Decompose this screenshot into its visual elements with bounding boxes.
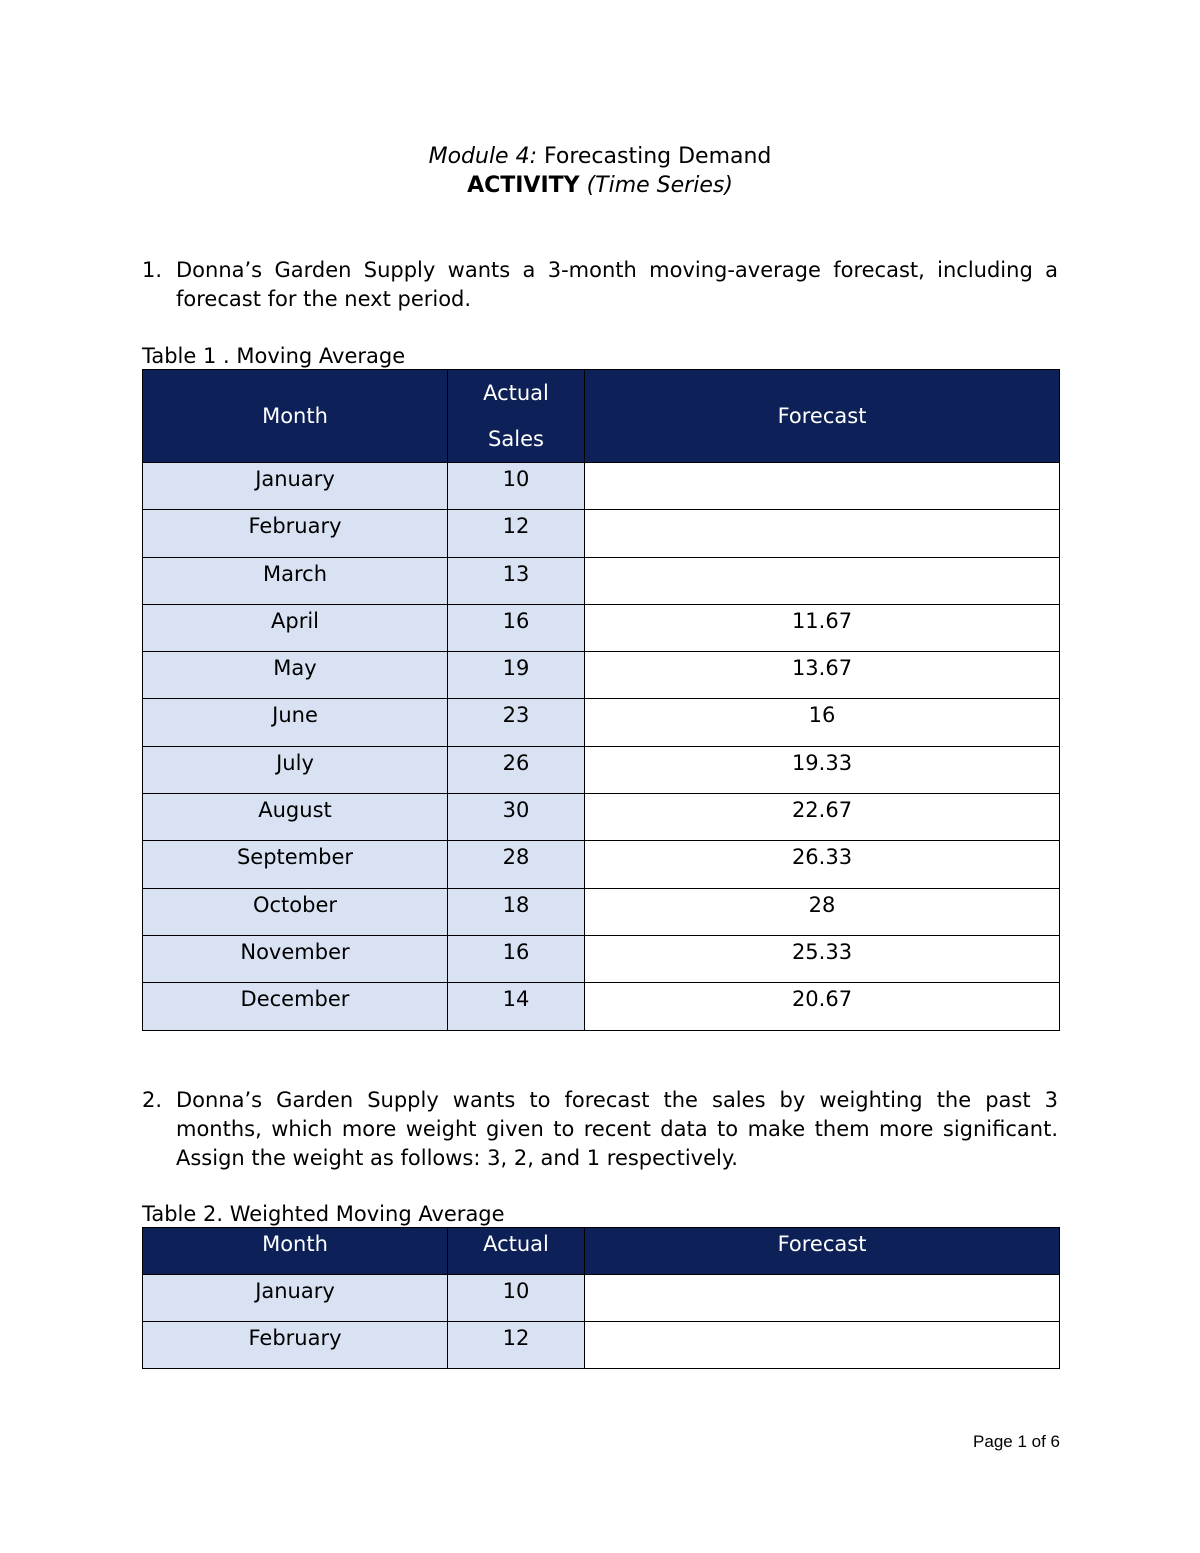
actual-cell: 10 (448, 1275, 585, 1322)
table-row (143, 652, 1060, 699)
actual-cell: 23 (448, 699, 585, 746)
activity-subtitle: (Time Series) (586, 173, 733, 198)
activity-label: ACTIVITY (467, 173, 580, 198)
table-row (143, 510, 1060, 557)
month-cell: November (143, 935, 448, 982)
month-cell: October (143, 888, 448, 935)
question-2 (142, 1086, 1058, 1173)
forecast-cell (585, 557, 1060, 604)
actual-cell: 12 (448, 510, 585, 557)
header-actual-sales (448, 370, 585, 463)
forecast-cell (585, 510, 1060, 557)
activity-title (0, 171, 1200, 201)
weighted-moving-average-table (142, 1227, 1060, 1369)
actual-cell: 16 (448, 935, 585, 982)
month-cell: February (143, 1322, 448, 1369)
forecast-cell: 20.67 (585, 983, 1060, 1030)
table-row (143, 463, 1060, 510)
month-cell: June (143, 699, 448, 746)
header-month: Month (143, 370, 448, 463)
table-row (143, 983, 1060, 1030)
question-1-text: Donna’s Garden Supply wants a 3-month moving-average forecast, including a forecast for the next period. (176, 258, 1058, 311)
actual-cell: 28 (448, 841, 585, 888)
table-header-row (143, 370, 1060, 463)
question-1-number: 1. (142, 258, 163, 282)
header-actual-line1: Actual (483, 381, 549, 405)
month-cell: April (143, 604, 448, 651)
month-cell: July (143, 746, 448, 793)
month-cell: January (143, 1275, 448, 1322)
table-row (143, 888, 1060, 935)
month-cell: May (143, 652, 448, 699)
actual-cell: 13 (448, 557, 585, 604)
table-row (143, 746, 1060, 793)
forecast-cell (585, 1275, 1060, 1322)
month-cell: January (143, 463, 448, 510)
actual-cell: 26 (448, 746, 585, 793)
table-1-caption: Table 1 . Moving Average (142, 344, 406, 368)
actual-cell: 30 (448, 794, 585, 841)
forecast-cell (585, 463, 1060, 510)
forecast-cell: 13.67 (585, 652, 1060, 699)
table-row (143, 794, 1060, 841)
month-cell: March (143, 557, 448, 604)
table-row (143, 841, 1060, 888)
table-row (143, 1275, 1060, 1322)
table-row (143, 1322, 1060, 1369)
header-actual-line2: Sales (488, 427, 544, 451)
table-row (143, 604, 1060, 651)
forecast-cell (585, 1322, 1060, 1369)
month-cell: September (143, 841, 448, 888)
forecast-cell: 28 (585, 888, 1060, 935)
module-name: Forecasting Demand (544, 144, 772, 169)
header-month: Month (143, 1228, 448, 1275)
actual-cell: 19 (448, 652, 585, 699)
table-row (143, 935, 1060, 982)
actual-cell: 18 (448, 888, 585, 935)
actual-cell: 14 (448, 983, 585, 1030)
module-label: Module 4: (428, 144, 537, 169)
table-row (143, 699, 1060, 746)
forecast-cell: 11.67 (585, 604, 1060, 651)
header-actual: Actual (448, 1228, 585, 1275)
actual-cell: 12 (448, 1322, 585, 1369)
month-cell: February (143, 510, 448, 557)
forecast-cell: 16 (585, 699, 1060, 746)
forecast-cell: 26.33 (585, 841, 1060, 888)
question-1 (142, 256, 1058, 314)
forecast-cell: 22.67 (585, 794, 1060, 841)
module-title (0, 142, 1200, 172)
month-cell: August (143, 794, 448, 841)
actual-cell: 16 (448, 604, 585, 651)
page-number: Page 1 of 6 (973, 1432, 1060, 1451)
forecast-cell: 25.33 (585, 935, 1060, 982)
question-2-text: Donna’s Garden Supply wants to forecast the sales by weighting the past 3 months, which more weight given to recent data to make them more significant. Assign the weight as follows: 3, 2, and 1 respectively. (176, 1088, 1058, 1170)
table-2-header-row (143, 1228, 1060, 1275)
header-forecast: Forecast (585, 370, 1060, 463)
header-forecast: Forecast (585, 1228, 1060, 1275)
question-2-number: 2. (142, 1088, 163, 1112)
actual-cell: 10 (448, 463, 585, 510)
month-cell: December (143, 983, 448, 1030)
forecast-cell: 19.33 (585, 746, 1060, 793)
table-2-caption: Table 2. Weighted Moving Average (142, 1202, 505, 1226)
table-row (143, 557, 1060, 604)
moving-average-table (142, 369, 1060, 1031)
